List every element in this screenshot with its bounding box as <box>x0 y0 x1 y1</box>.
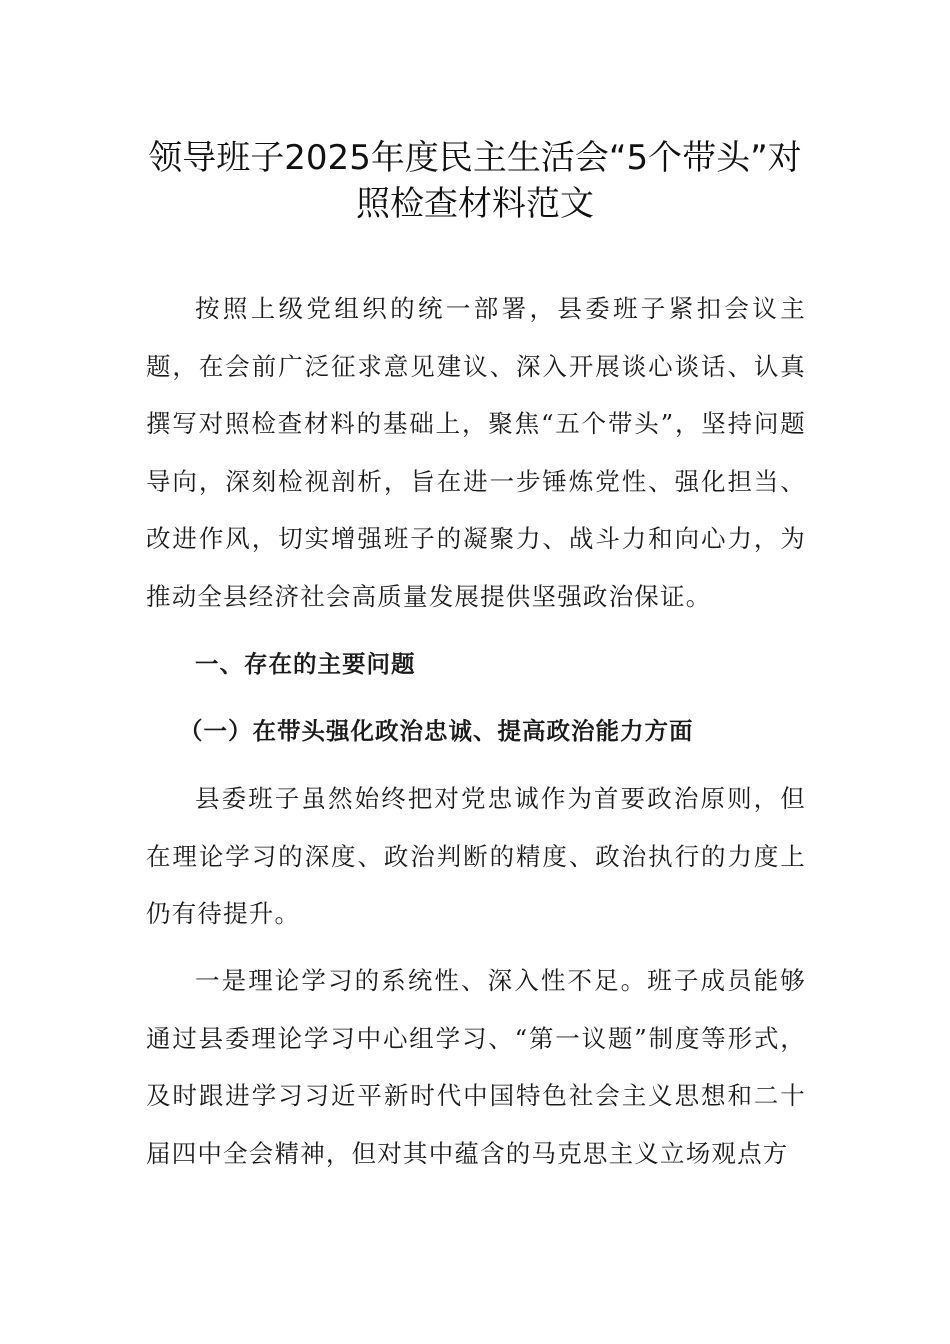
section-heading: 一、存在的主要问题 <box>195 650 416 678</box>
document-title-line-1: 领导班子2025年度民主生活会“5个带头”对 <box>148 138 802 178</box>
point-one-paragraph: 一是理论学习的系统性、深入性不足。班子成员能够通过县委理论学习中心组学习、“第一议题”制度等形式，及时跟进学习习近平新时代中国特色社会主义思想和二十届四中全会精神，但对其中蕴含的马克思主义立场观点方 <box>146 966 806 1168</box>
document-title-line-2: 照检查材料范文 <box>356 184 594 224</box>
intro-paragraph: 按照上级党组织的统一部署，县委班子紧扣会议主题，在会前广泛征求意见建议、深入开展谈心谈话、认真撰写对照检查材料的基础上，聚焦“五个带头”，坚持问题导向，深刻检视剖析，旨在进一步锤炼党性、强化担当、改进作风，切实增强班子的凝聚力、战斗力和向心力，为推动全县经济社会高质量发展提供坚强政治保证。 <box>146 294 806 611</box>
subsection-paragraph: 县委班子虽然始终把对党忠诚作为首要政治原则，但在理论学习的深度、政治判断的精度、政治执行的力度上仍有待提升。 <box>146 784 806 928</box>
subsection-heading: （一）在带头强化政治忠诚、提高政治能力方面 <box>179 717 694 745</box>
